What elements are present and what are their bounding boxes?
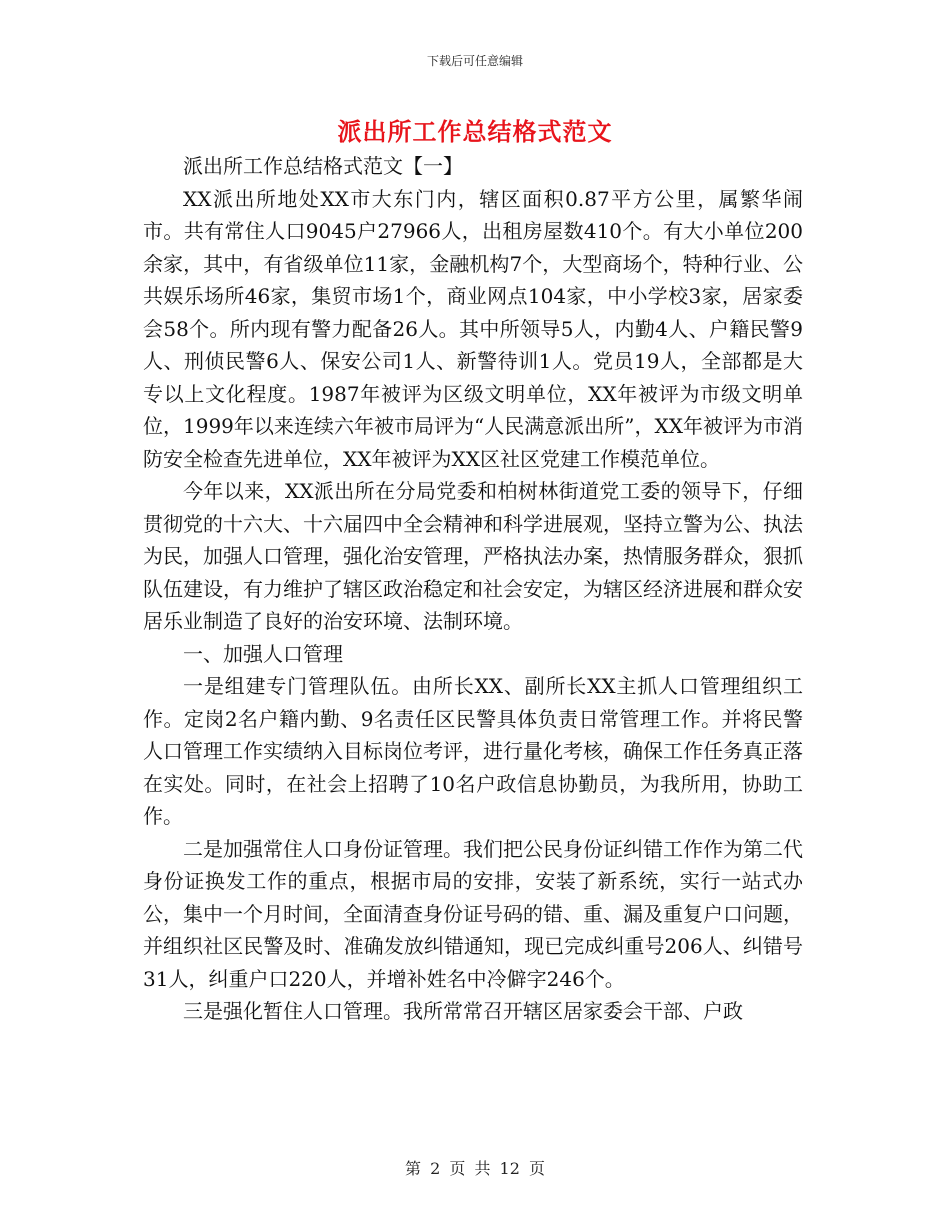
page-header-note: 下载后可任意编辑 <box>426 54 523 68</box>
paragraph-overview: XX派出所地处XX市大东门内，辖区面积0.87平方公里，属繁华闹市。共有常住人口9045户27966人，出租房屋数410个。有大小单位200余家，其中，有省级单位11家，金融机构7个，大型商场个，特种行业、公共娱乐场所46家，集贸市场1个，商业网点104家，中小学校3家，居家委会58个。所内现有警力配备26人。其中所领导5人，内勤4人、户籍民警9人、刑侦民警6人、保安公司1人、新警待训1人。党员19人，全部都是大专以上文化程度。1987年被评为区级文明单位，XX年被评为市级文明单位，1999年以来连续六年被市局评为“人民满意派出所”，XX年被评为市消防安全检查先进单位，XX年被评为XX区社区党建工作模范单位。 <box>143 186 803 471</box>
section-heading-population: 一、加强人口管理 <box>183 641 343 666</box>
section-subtitle: 派出所工作总结格式范文【一】 <box>183 154 463 178</box>
paragraph-summary: 今年以来，XX派出所在分局党委和柏树林街道党工委的领导下，仔细贯彻党的十六大、十六届四中全会精神和科学进展观，坚持立警为公、执法为民，加强人口管理，强化治安管理，严格执法办案，热情服务群众，狠抓队伍建设，有力维护了辖区政治稳定和社会安定，为辖区经济进展和群众安居乐业制造了良好的治安环境、法制环境。 <box>143 479 803 633</box>
document-body <box>143 150 803 1028</box>
page-number: 第 2 页 共 12 页 <box>405 1159 545 1178</box>
paragraph-temporary-residents: 三是强化暂住人口管理。我所常常召开辖区居家委会干部、户政 <box>183 999 743 1023</box>
document-title: 派出所工作总结格式范文 <box>337 117 613 146</box>
paragraph-id-cards: 二是加强常住人口身份证管理。我们把公民身份证纠错工作作为第二代身份证换发工作的重点，根据市局的安排，安装了新系统，实行一站式办公，集中一个月时间，全面清查身份证号码的错、重、漏及重复户口问题，并组织社区民警及时、准确发放纠错通知，现已完成纠重号206人、纠错号31人，纠重户口220人，并增补姓名中冷僻字246个。 <box>143 836 803 991</box>
paragraph-team: 一是组建专门管理队伍。由所长XX、副所长XX主抓人口管理组织工作。定岗2名户籍内勤、9名责任区民警具体负责日常管理工作。并将民警人口管理工作实绩纳入目标岗位考评，进行量化考核，确保工作任务真正落在实处。同时，在社会上招聘了10名户政信息协勤员，为我所用，协助工作。 <box>143 674 803 828</box>
